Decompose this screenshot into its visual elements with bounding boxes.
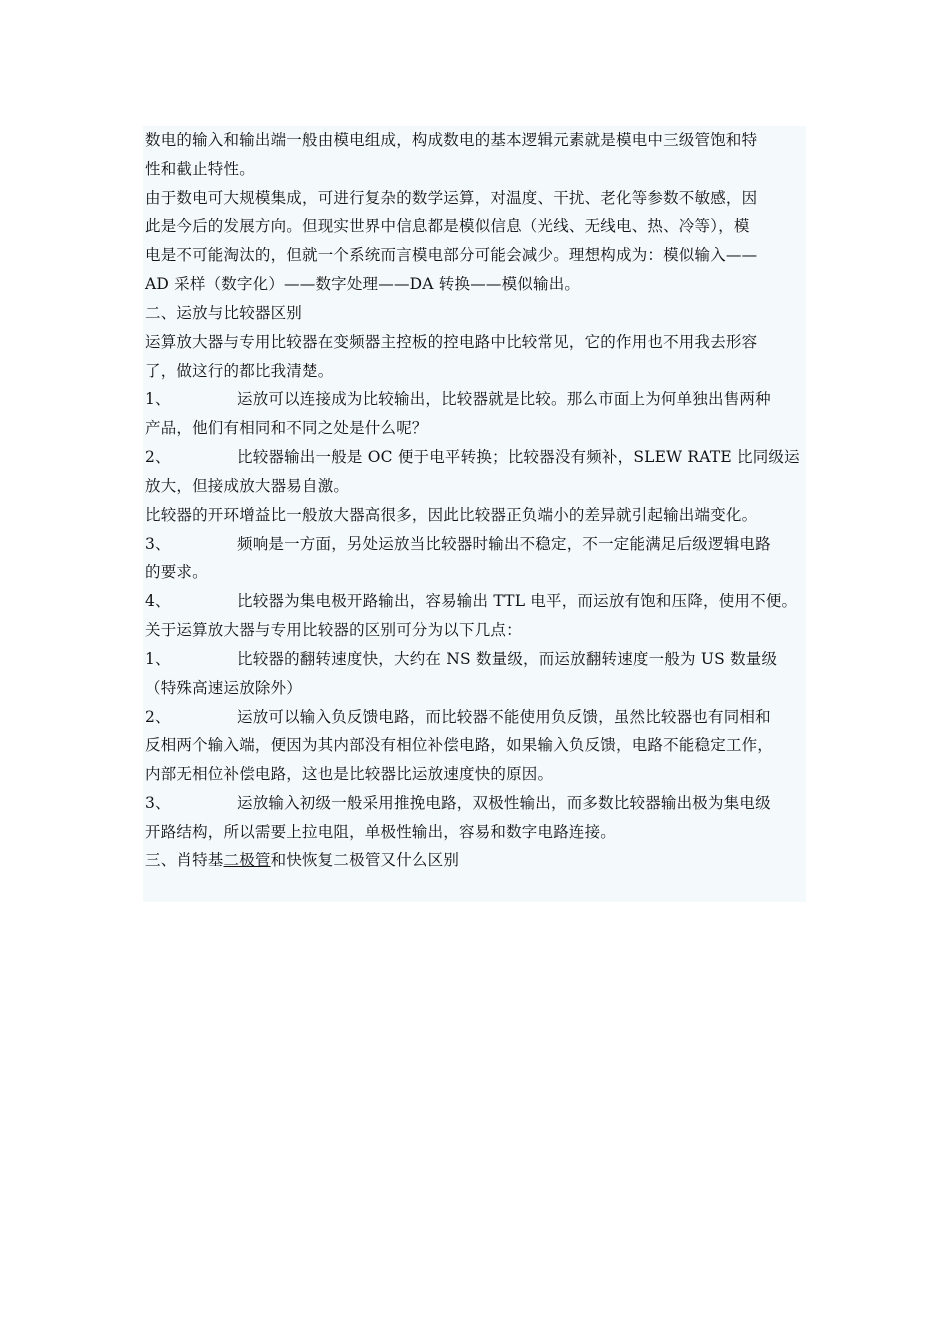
list-number: 2、 xyxy=(145,448,171,467)
text-line: 电是不可能淘汰的，但就一个系统而言模电部分可能会减少。理想构成为：模似输入—— xyxy=(145,246,758,265)
list-number: 4、 xyxy=(145,592,171,611)
text-line xyxy=(145,389,771,409)
text-line xyxy=(145,534,771,554)
text-line: 运算放大器与专用比较器在变频器主控板的控电路中比较常见，它的作用也不用我去形容 xyxy=(145,332,758,351)
list-number: 1、 xyxy=(145,649,171,668)
text-line xyxy=(145,649,777,669)
list-number: 3、 xyxy=(145,794,171,813)
text-line: 的要求。 xyxy=(145,563,208,582)
text-block xyxy=(143,126,806,902)
text-line: 开路结构，所以需要上拉电阻，单极性输出，容易和数字电路连接。 xyxy=(145,822,617,841)
text-line: 数电的输入和输出端一般由模电组成，构成数电的基本逻辑元素就是模电中三级管饱和特 xyxy=(145,131,758,149)
text-line: 反相两个输入端，便因为其内部没有相位补偿电路，如果输入负反馈，电路不能稳定工作， xyxy=(145,736,774,755)
list-item-text: 运放可以连接成为比较输出，比较器就是比较。那么市面上为何单独出售两种 xyxy=(237,390,771,409)
text-line: 二、运放与比较器区别 xyxy=(145,303,303,322)
text-line: 放大，但接成放大器易自激。 xyxy=(145,476,350,495)
list-item-text: 运放输入初级一般采用推挽电路，双极性输出，而多数比较器输出极为集电级 xyxy=(237,794,771,813)
heading-prefix: 三、肖特基 xyxy=(145,851,224,869)
text-line: 由于数电可大规模集成，可进行复杂的数学运算，对温度、干扰、老化等参数不敏感，因 xyxy=(145,188,758,207)
list-number: 2、 xyxy=(145,707,171,726)
text-line: 了，做这行的都比我清楚。 xyxy=(145,361,334,380)
list-number: 1、 xyxy=(145,390,171,409)
text-line: （特殊高速运放除外） xyxy=(145,678,303,697)
text-line: 关于运算放大器与专用比较器的区别可分为以下几点： xyxy=(145,621,522,640)
text-line: 性和截止特性。 xyxy=(145,159,255,178)
diode-link[interactable]: 二极管 xyxy=(223,851,271,869)
list-item-text: 频响是一方面，另处运放当比较器时输出不稳定，不一定能满足后级逻辑电路 xyxy=(237,534,771,553)
text-line: 产品，他们有相同和不同之处是什么呢？ xyxy=(145,419,428,438)
text-line xyxy=(145,447,800,467)
text-line: AD 采样（数字化）——数字处理——DA 转换——模似输出。 xyxy=(145,275,581,294)
text-line: 比较器的开环增益比一般放大器高很多，因此比较器正负端小的差异就引起输出端变化。 xyxy=(145,505,758,524)
list-number: 3、 xyxy=(145,534,171,553)
text-line xyxy=(145,591,797,611)
text-line xyxy=(145,707,771,727)
text-line: 此是今后的发展方向。但现实世界中信息都是模似信息（光线、无线电、热、冷等），模 xyxy=(145,217,750,236)
list-item-text: 运放可以输入负反馈电路，而比较器不能使用负反馈，虽然比较器也有同相和 xyxy=(237,707,771,726)
list-item-text: 比较器的翻转速度快，大约在 NS 数量级，而运放翻转速度一般为 US 数量级 xyxy=(237,649,778,668)
text-line: 内部无相位补偿电路，这也是比较器比运放速度快的原因。 xyxy=(145,765,554,784)
list-item-text: 比较器为集电极开路输出，容易输出 TTL 电平，而运放有饱和压降，使用不便。 xyxy=(237,592,798,611)
text-line xyxy=(145,793,771,813)
list-item-text: 比较器输出一般是 OC 便于电平转换；比较器没有频补，SLEW RATE 比同级运 xyxy=(237,448,800,467)
section-three-heading xyxy=(145,850,459,870)
heading-suffix: 和快恢复二极管又什么区别 xyxy=(270,851,460,869)
